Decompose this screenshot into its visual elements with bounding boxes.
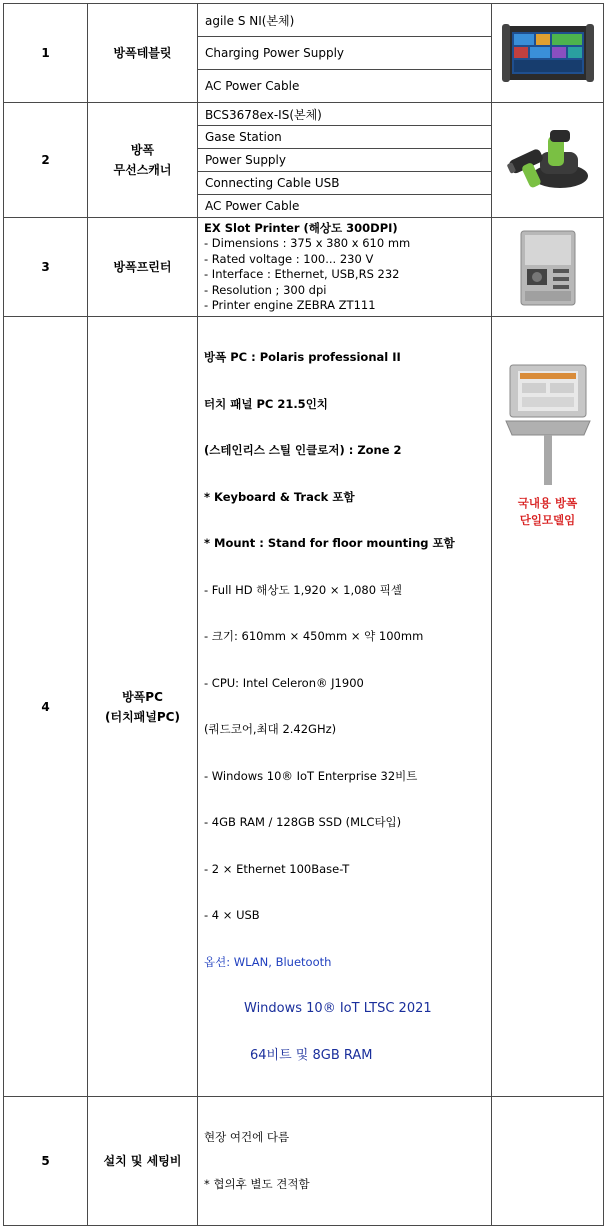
- component-cell: Connecting Cable USB: [198, 172, 492, 195]
- option-extra-line: Windows 10® IoT LTSC 2021: [244, 1001, 432, 1016]
- spec-line: - Printer engine ZEBRA ZT111: [204, 298, 376, 312]
- row-number: 1: [4, 4, 88, 103]
- domestic-note: [492, 495, 603, 529]
- option-line: 옵션: WLAN, Bluetooth: [204, 954, 332, 969]
- equipment-spec-table: [3, 3, 604, 1226]
- item-name: [88, 218, 198, 317]
- label-printer-photo: [492, 218, 604, 317]
- component-cell: AC Power Cable: [198, 195, 492, 218]
- spec-line: - Rated voltage : 100... 230 V: [204, 251, 374, 266]
- table-row: [4, 4, 604, 37]
- spec-line: - Resolution ; 300 dpi: [204, 282, 327, 297]
- rugged-tablet-photo: [492, 4, 604, 103]
- component-cell: Charging Power Supply: [198, 37, 492, 70]
- spec-line: - 크기: 610mm × 450mm × 약 100mm: [204, 629, 424, 643]
- spec-title: 터치 패널 PC 21.5인치: [204, 396, 328, 411]
- spec-line: - 4GB RAM / 128GB SSD (MLC타입): [204, 815, 402, 829]
- item-name-line: 방폭테블릿: [113, 46, 172, 60]
- table-row: [4, 103, 604, 126]
- spec-line: - Dimensions : 375 x 380 x 610 mm: [204, 236, 411, 250]
- item-name-line: 설치 및 세팅비: [103, 1154, 182, 1168]
- spec-cell: [198, 218, 492, 317]
- item-name: [88, 4, 198, 103]
- component-cell: Power Supply: [198, 149, 492, 172]
- table-row: [4, 317, 604, 1097]
- touch-panel-pc-cell: [492, 317, 604, 1097]
- spec-title: EX Slot Printer (해상도 300DPI): [204, 220, 398, 235]
- spec-line: - 2 × Ethernet 100Base-T: [204, 861, 350, 876]
- touch-panel-pc-photo: [500, 359, 596, 489]
- row-number: 5: [4, 1097, 88, 1226]
- item-name-line: 방폭PC: [122, 689, 163, 704]
- table-row: [4, 1097, 604, 1226]
- barcode-scanner-photo: [492, 103, 604, 218]
- spec-title: (스테인리스 스틸 인클로저) : Zone 2: [204, 443, 402, 457]
- option-extra-line: 64비트 및 8GB RAM: [250, 1047, 373, 1063]
- spec-line: - Windows 10® IoT Enterprise 32비트: [204, 768, 418, 783]
- spec-line: - Interface : Ethernet, USB,RS 232: [204, 267, 400, 281]
- spec-line: * 협의후 별도 견적함: [204, 1176, 310, 1191]
- note-line: 국내용 방폭: [517, 496, 578, 510]
- component-cell: agile S NI(본체): [198, 4, 492, 37]
- row-number: 4: [4, 317, 88, 1097]
- note-line: 단일모델임: [519, 513, 576, 527]
- spec-line: - CPU: Intel Celeron® J1900: [204, 675, 364, 690]
- item-name-line: 무선스캐너: [113, 163, 172, 177]
- row-number: 2: [4, 103, 88, 218]
- spec-line: - Full HD 해상도 1,920 × 1,080 픽셀: [204, 582, 402, 597]
- item-name-line: 방폭프린터: [113, 260, 172, 274]
- item-name-line: (터치패널PC): [105, 709, 180, 724]
- component-cell: BCS3678ex-IS(본체): [198, 103, 492, 126]
- spec-title: 방폭 PC : Polaris professional II: [204, 350, 401, 364]
- spec-line: - 4 × USB: [204, 908, 260, 922]
- spec-title: * Keyboard & Track 포함: [204, 489, 355, 504]
- spec-title: * Mount : Stand for floor mounting 포함: [204, 536, 455, 550]
- spec-line: 현장 여건에 다름: [204, 1130, 290, 1144]
- spec-cell: [198, 1097, 492, 1226]
- item-name: [88, 103, 198, 218]
- spec-line: (쿼드코어,최대 2.42GHz): [204, 722, 337, 736]
- component-cell: Gase Station: [198, 126, 492, 149]
- spec-cell: [198, 317, 492, 1097]
- component-cell: AC Power Cable: [198, 70, 492, 103]
- table-row: [4, 218, 604, 317]
- item-name: [88, 1097, 198, 1226]
- row-number: 3: [4, 218, 88, 317]
- item-name-line: 방폭: [130, 143, 155, 157]
- empty-image-cell: [492, 1097, 604, 1226]
- item-name: [88, 317, 198, 1097]
